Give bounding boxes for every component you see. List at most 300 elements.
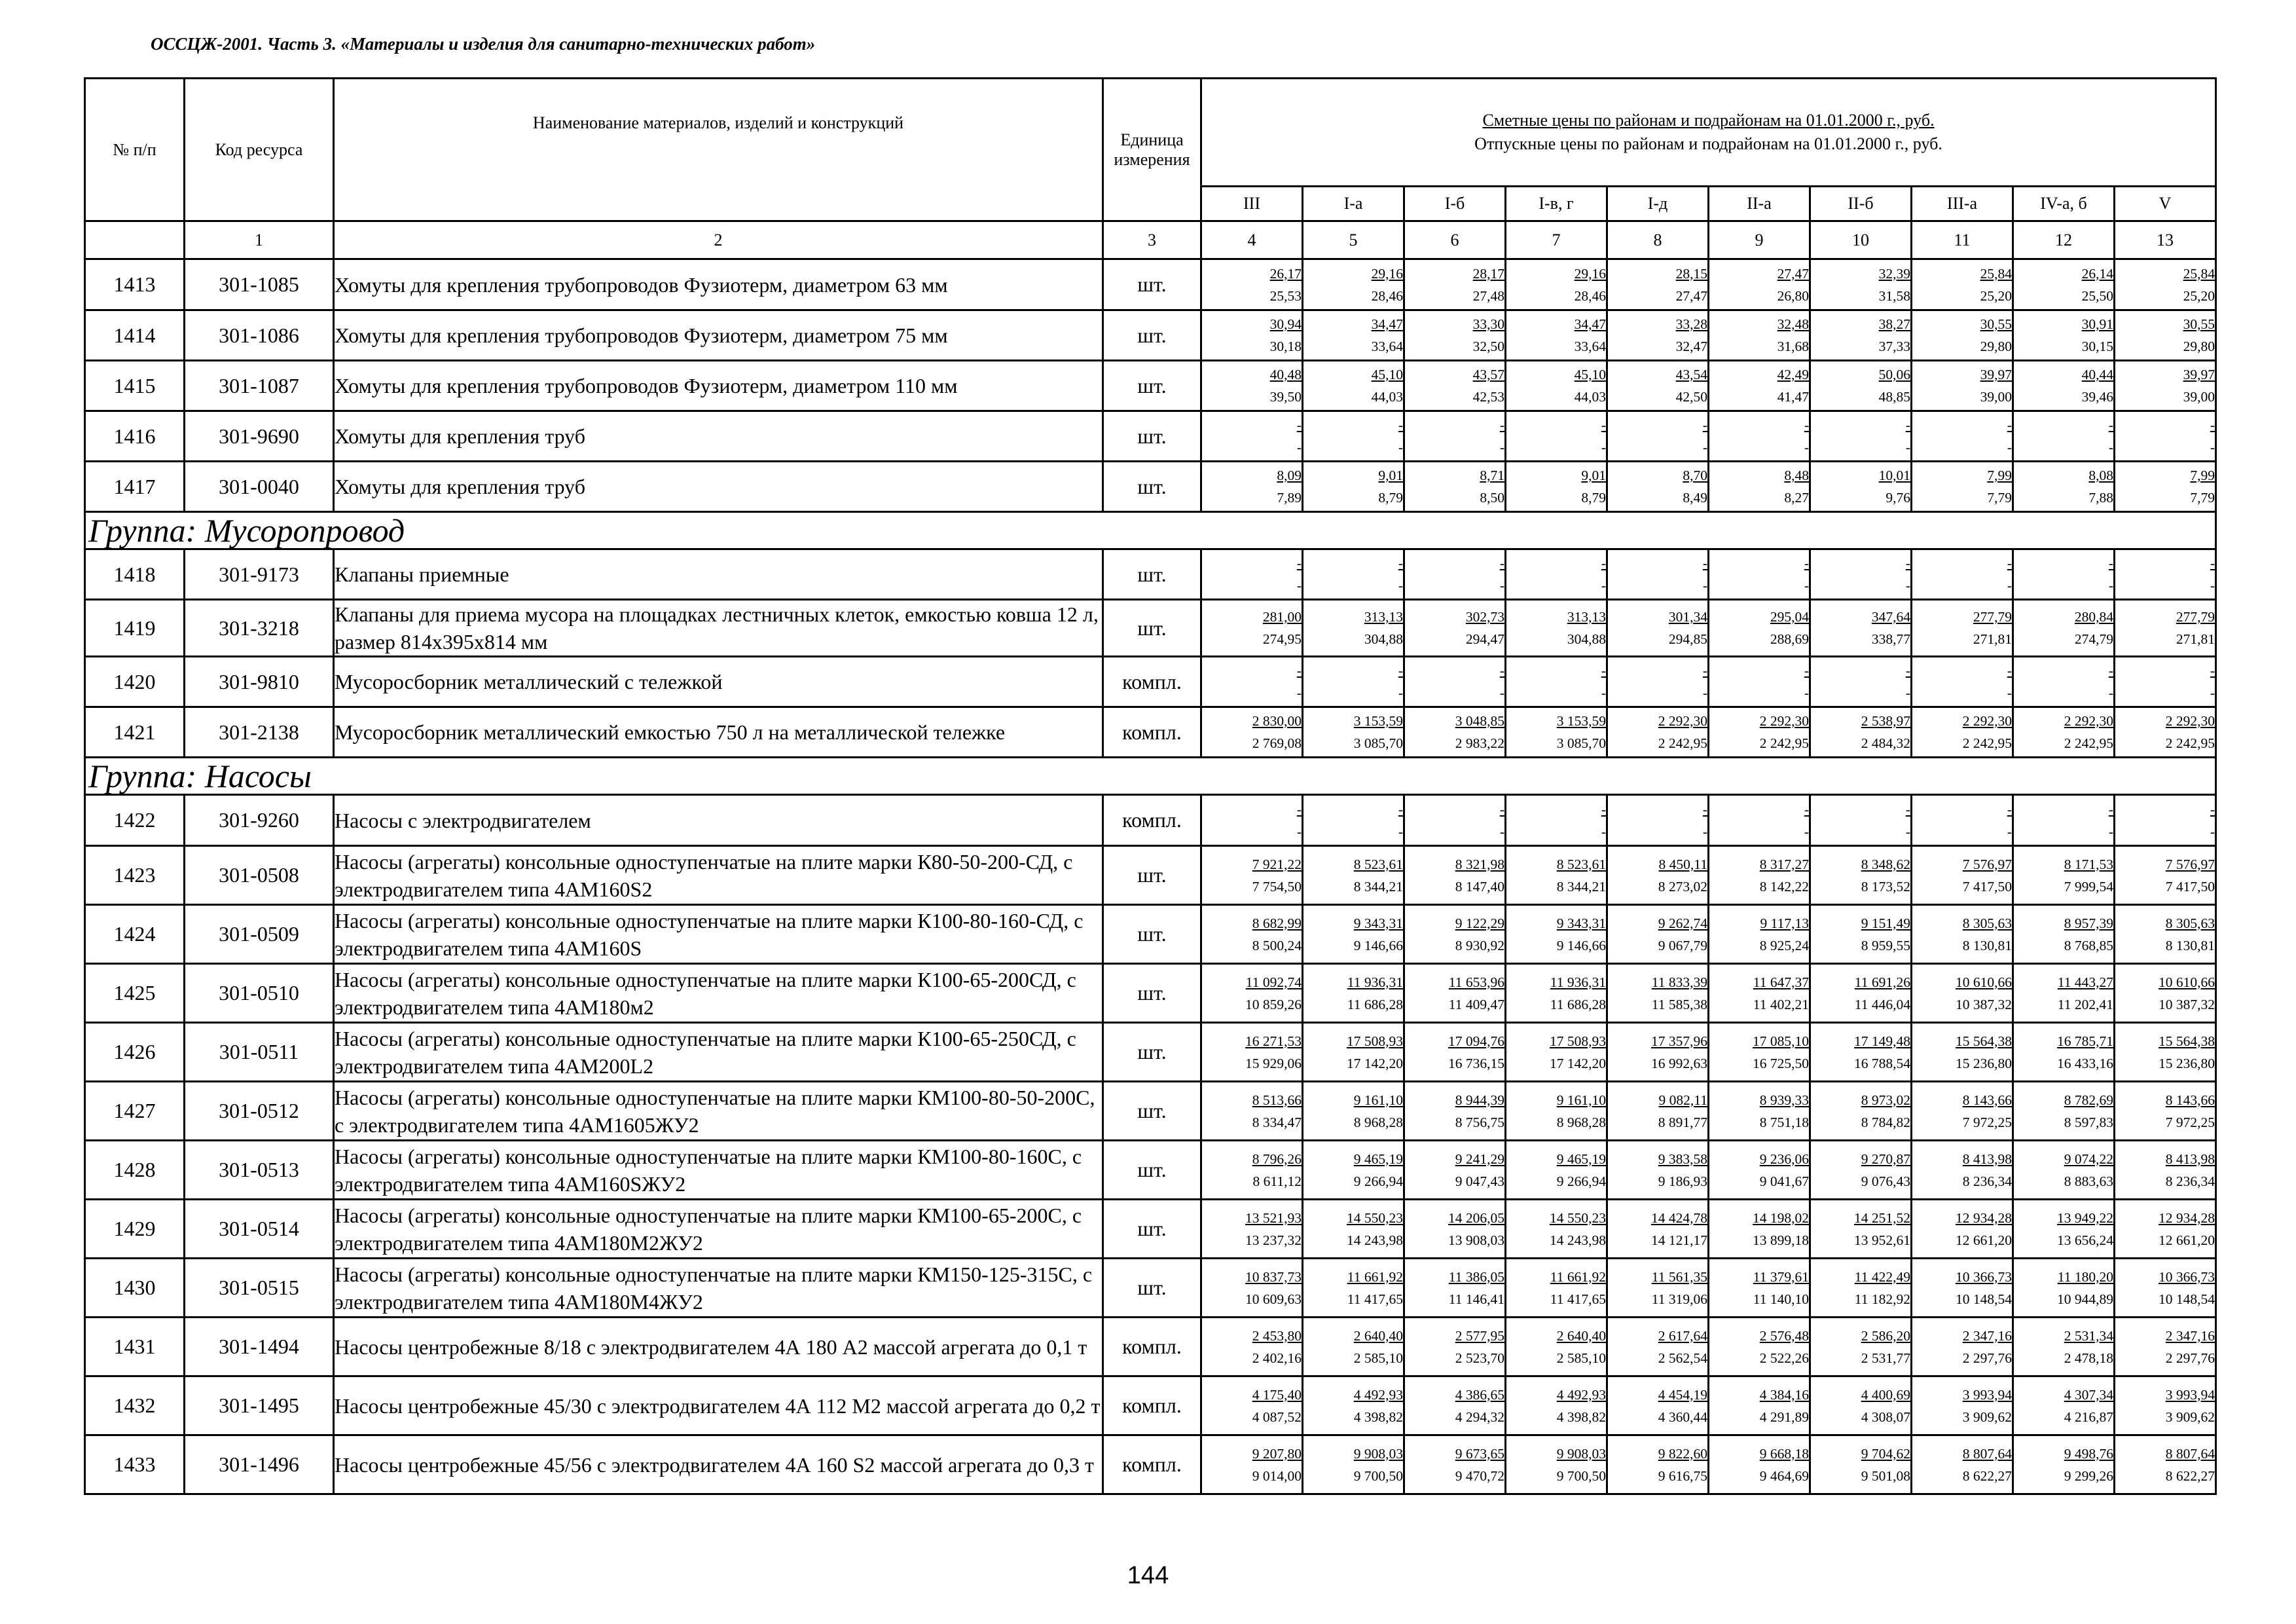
estimated-price: 280,84: [2074, 609, 2113, 625]
price-cell: [1303, 795, 1404, 846]
price-cell: [1303, 361, 1404, 411]
estimated-price: -: [1296, 801, 1302, 817]
release-price: 8 768,85: [2064, 937, 2113, 953]
estimated-price: 34,47: [1371, 316, 1403, 332]
release-price: 16 736,15: [1448, 1055, 1504, 1071]
column-number: 8: [1607, 221, 1709, 259]
header-no: № п/п: [85, 79, 185, 221]
estimated-price: 14 424,78: [1651, 1209, 1707, 1226]
estimated-price: 281,00: [1262, 609, 1302, 625]
resource-code: 301-9810: [185, 657, 334, 707]
release-price: 8 334,47: [1252, 1114, 1302, 1130]
price-cell: [1404, 1435, 1506, 1494]
region-header: I-в, г: [1506, 187, 1607, 221]
price-cell: [1709, 1318, 1810, 1376]
price-cell: [2115, 905, 2216, 964]
estimated-price: -: [1296, 555, 1302, 571]
row-number: 1415: [85, 361, 185, 411]
price-cell: [1810, 964, 1912, 1023]
table-row: [85, 1200, 2216, 1259]
release-price: -: [2007, 685, 2012, 701]
price-cell: [2013, 600, 2115, 657]
estimated-price: 4 384,16: [1759, 1386, 1809, 1403]
estimated-price: 313,13: [1364, 609, 1403, 625]
row-number: 1413: [85, 259, 185, 310]
release-price: 4 360,44: [1658, 1409, 1707, 1425]
price-cell: [1303, 905, 1404, 964]
estimated-price: 277,79: [1973, 609, 2012, 625]
release-price: 8 968,28: [1556, 1114, 1606, 1130]
region-header: I-а: [1303, 187, 1404, 221]
price-cell: [1709, 549, 1810, 600]
unit: шт.: [1103, 361, 1201, 411]
price-cell: [1810, 259, 1912, 310]
release-price: 8 622,27: [1962, 1467, 2012, 1484]
release-price: 13 237,32: [1245, 1232, 1302, 1248]
price-cell: [1607, 1082, 1709, 1141]
price-cell: [1607, 600, 1709, 657]
release-price: 8 925,24: [1759, 937, 1809, 953]
release-price: -: [1804, 685, 1809, 701]
estimated-price: 17 508,93: [1550, 1033, 1606, 1049]
price-cell: [1506, 1318, 1607, 1376]
release-price: 304,88: [1364, 631, 1403, 647]
estimated-price: 8 348,62: [1861, 856, 1910, 872]
release-price: 15 236,80: [2159, 1055, 2215, 1071]
estimated-price: -: [2210, 417, 2215, 433]
estimated-price: 11 647,37: [1753, 974, 1809, 990]
release-price: 2 242,95: [1962, 735, 2012, 751]
release-price: -: [1296, 823, 1302, 840]
release-price: 9 470,72: [1455, 1467, 1504, 1484]
estimated-price: 9 673,65: [1455, 1445, 1504, 1462]
column-number: 1: [185, 221, 334, 259]
release-price: -: [1702, 439, 1707, 455]
release-price: 30,18: [1269, 339, 1302, 354]
release-price: 12 661,20: [1956, 1232, 2012, 1248]
price-cell: [2013, 1023, 2115, 1082]
price-cell: [2115, 1435, 2216, 1494]
estimated-price: -: [1905, 417, 1910, 433]
estimated-price: 17 094,76: [1448, 1033, 1504, 1049]
price-cell: [1303, 1259, 1404, 1318]
estimated-price: 2 531,34: [2064, 1327, 2113, 1344]
estimated-price: 2 347,16: [1962, 1327, 2012, 1344]
release-price: 10 387,32: [1956, 996, 2012, 1012]
estimated-price: 8 973,02: [1861, 1092, 1910, 1108]
estimated-price: 30,94: [1269, 316, 1302, 332]
price-cell: [1810, 1141, 1912, 1200]
price-cell: [1404, 310, 1506, 361]
release-price: 8,50: [1480, 490, 1504, 506]
column-number: 13: [2115, 221, 2216, 259]
table-row: [85, 361, 2216, 411]
item-name: Насосы с электродвигателем: [334, 795, 1103, 846]
price-cell: [1607, 462, 1709, 512]
release-price: -: [1804, 823, 1809, 840]
release-price: 16 992,63: [1651, 1055, 1707, 1071]
release-price: 11 585,38: [1651, 996, 1707, 1012]
release-price: 2 585,10: [1353, 1350, 1403, 1366]
estimated-price: 16 271,53: [1245, 1033, 1302, 1049]
release-price: 26,80: [1777, 287, 1809, 304]
release-price: 9 047,43: [1455, 1173, 1504, 1189]
estimated-price: 9 465,19: [1556, 1151, 1606, 1167]
price-cell: [1303, 462, 1404, 512]
estimated-price: 313,13: [1567, 609, 1606, 625]
release-price: 2 769,08: [1252, 735, 1302, 751]
price-cell: [1303, 310, 1404, 361]
estimated-price: -: [2210, 801, 2215, 817]
release-price: 8 611,12: [1252, 1173, 1302, 1189]
release-price: 12 661,20: [2159, 1232, 2215, 1248]
estimated-price: 11 386,05: [1448, 1268, 1504, 1285]
estimated-price: 2 292,30: [1759, 713, 1809, 729]
table-row: [85, 600, 2216, 657]
price-cell: [1404, 1141, 1506, 1200]
release-price: -: [2108, 439, 2113, 455]
estimated-price: 8 682,99: [1252, 915, 1302, 931]
release-price: 17 142,20: [1550, 1055, 1606, 1071]
release-price: -: [2210, 439, 2215, 455]
table-row: [85, 549, 2216, 600]
release-price: 8 756,75: [1455, 1114, 1504, 1130]
release-price: -: [1702, 578, 1707, 593]
estimated-price: 8 807,64: [1962, 1445, 2012, 1462]
region-header: I-б: [1404, 187, 1506, 221]
price-cell: [1404, 846, 1506, 905]
row-number: 1420: [85, 657, 185, 707]
price-cell: [1201, 964, 1303, 1023]
price-cell: [2115, 707, 2216, 758]
price-cell: [1810, 1082, 1912, 1141]
price-cell: [1303, 549, 1404, 600]
price-cell: [1810, 905, 1912, 964]
unit: шт.: [1103, 1200, 1201, 1259]
estimated-price: 9 241,29: [1455, 1151, 1504, 1167]
estimated-price: 11 653,96: [1448, 974, 1504, 990]
price-cell: [1912, 310, 2013, 361]
estimated-price: -: [1398, 417, 1403, 433]
release-price: 11 446,04: [1854, 996, 1910, 1012]
release-price: 10 148,54: [1956, 1291, 2012, 1307]
release-price: 11 686,28: [1550, 996, 1606, 1012]
release-price: 44,03: [1574, 389, 1606, 405]
estimated-price: 15 564,38: [2159, 1033, 2215, 1049]
release-price: -: [2108, 578, 2113, 593]
estimated-price: 50,06: [1878, 367, 1910, 382]
price-cell: [1303, 964, 1404, 1023]
resource-code: 301-0510: [185, 964, 334, 1023]
release-price: 9,76: [1886, 490, 1910, 506]
estimated-price: 8 413,98: [1962, 1151, 2012, 1167]
price-cell: [1404, 964, 1506, 1023]
estimated-price: -: [1905, 663, 1910, 678]
release-price: 8 930,92: [1455, 937, 1504, 953]
price-cell: [1506, 1141, 1607, 1200]
price-cell: [1303, 259, 1404, 310]
release-price: 48,85: [1878, 389, 1910, 405]
item-name: Насосы центробежные 45/56 с электродвигателем 4А 160 S2 массой агрегата до 0,3 т: [334, 1435, 1103, 1494]
release-price: -: [1398, 823, 1403, 840]
price-cell: [1506, 795, 1607, 846]
estimated-price: 8 957,39: [2064, 915, 2113, 931]
estimated-price: 9 822,60: [1658, 1445, 1707, 1462]
estimated-price: -: [1905, 555, 1910, 571]
price-cell: [1607, 1318, 1709, 1376]
price-cell: [1506, 1200, 1607, 1259]
resource-code: 301-1495: [185, 1376, 334, 1435]
estimated-price: 2 292,30: [2165, 713, 2215, 729]
price-cell: [1912, 1200, 2013, 1259]
release-price: 8 344,21: [1556, 878, 1606, 895]
row-number: 1422: [85, 795, 185, 846]
release-price: 8 236,34: [2165, 1173, 2215, 1189]
resource-code: 301-9173: [185, 549, 334, 600]
price-cell: [2115, 1259, 2216, 1318]
table-row: [85, 1259, 2216, 1318]
estimated-price: 7,99: [1987, 468, 2012, 483]
price-cell: [1709, 462, 1810, 512]
price-cell: [1709, 905, 1810, 964]
row-number: 1426: [85, 1023, 185, 1082]
price-cell: [1607, 707, 1709, 758]
estimated-price: 347,64: [1871, 609, 1910, 625]
estimated-price: 3 993,94: [1962, 1386, 2012, 1403]
price-cell: [2115, 549, 2216, 600]
release-price: 9 266,94: [1556, 1173, 1606, 1189]
column-number: 3: [1103, 221, 1201, 259]
estimated-price: 11 443,27: [2057, 974, 2113, 990]
estimated-price: -: [2210, 663, 2215, 678]
price-cell: [1506, 411, 1607, 462]
price-cell: [1404, 361, 1506, 411]
release-price: -: [2108, 685, 2113, 701]
price-cell: [1607, 1435, 1709, 1494]
estimated-price: 10 837,73: [1245, 1268, 1302, 1285]
estimated-price: 17 508,93: [1347, 1033, 1403, 1049]
price-cell: [1709, 707, 1810, 758]
price-cell: [1303, 1318, 1404, 1376]
release-price: 28,46: [1574, 287, 1606, 304]
release-price: -: [2007, 578, 2012, 593]
price-cell: [2115, 846, 2216, 905]
estimated-price: 8 450,11: [1658, 856, 1707, 872]
unit: компл.: [1103, 1376, 1201, 1435]
release-price: 8,79: [1378, 490, 1403, 506]
price-cell: [1912, 795, 2013, 846]
price-cell: [1506, 964, 1607, 1023]
release-price: 8 236,34: [1962, 1173, 2012, 1189]
release-price: 288,69: [1770, 631, 1809, 647]
table-row: [85, 1141, 2216, 1200]
price-cell: [1709, 795, 1810, 846]
table-row: [85, 657, 2216, 707]
row-number: 1416: [85, 411, 185, 462]
price-cell: [1607, 310, 1709, 361]
resource-code: 301-0509: [185, 905, 334, 964]
table-row: [85, 1082, 2216, 1141]
price-cell: [1201, 1082, 1303, 1141]
estimated-price: -: [1601, 555, 1606, 571]
price-cell: [1912, 1435, 2013, 1494]
column-number: 10: [1810, 221, 1912, 259]
estimated-price: -: [1499, 555, 1504, 571]
price-cell: [1404, 1200, 1506, 1259]
unit: шт.: [1103, 1023, 1201, 1082]
price-cell: [2013, 1200, 2115, 1259]
estimated-price: 11 691,26: [1854, 974, 1910, 990]
table-row: [85, 905, 2216, 964]
resource-code: 301-1086: [185, 310, 334, 361]
release-price: 2 402,16: [1252, 1350, 1302, 1366]
price-cell: [1506, 1082, 1607, 1141]
estimated-price: 14 550,23: [1550, 1209, 1606, 1226]
item-name: Мусоросборник металлический с тележкой: [334, 657, 1103, 707]
row-number: 1428: [85, 1141, 185, 1200]
release-price: 14 243,98: [1347, 1232, 1403, 1248]
release-price: -: [1296, 439, 1302, 455]
price-cell: [1201, 707, 1303, 758]
estimated-price: 26,14: [2081, 265, 2113, 282]
release-price: 42,53: [1472, 389, 1504, 405]
price-cell: [1404, 549, 1506, 600]
release-price: 9 186,93: [1658, 1173, 1707, 1189]
resource-code: 301-1087: [185, 361, 334, 411]
item-name: Хомуты для крепления труб: [334, 411, 1103, 462]
estimated-price: 4 386,65: [1455, 1386, 1504, 1403]
release-price: 25,50: [2081, 287, 2113, 304]
release-price: -: [1905, 439, 1910, 455]
row-number: 1414: [85, 310, 185, 361]
table-row: [85, 462, 2216, 512]
price-cell: [1506, 1435, 1607, 1494]
price-cell: [1506, 1023, 1607, 1082]
release-price: 9 700,50: [1353, 1467, 1403, 1484]
estimated-price: -: [2007, 417, 2012, 433]
estimated-price: -: [1905, 801, 1910, 817]
item-name: Насосы (агрегаты) консольные одноступенчатые на плите марки КМ100-80-50-200С, с электродвигателем типа 4АМ1605ЖУ2: [334, 1082, 1103, 1141]
release-price: 8,27: [1784, 490, 1809, 506]
release-price: 8 597,83: [2064, 1114, 2113, 1130]
release-price: 9 041,67: [1759, 1173, 1809, 1189]
release-price: 11 409,47: [1448, 996, 1504, 1012]
estimated-price: -: [2007, 555, 2012, 571]
column-number: 6: [1404, 221, 1506, 259]
release-price: 27,48: [1472, 287, 1504, 304]
resource-code: 301-9260: [185, 795, 334, 846]
price-cell: [1201, 1435, 1303, 1494]
estimated-price: 3 048,85: [1455, 713, 1504, 729]
release-price: 274,95: [1262, 631, 1302, 647]
unit: компл.: [1103, 657, 1201, 707]
group-heading: Группа: Мусоропровод: [85, 512, 2216, 549]
unit: компл.: [1103, 1318, 1201, 1376]
estimated-price: 7 576,97: [1962, 856, 2012, 872]
region-header: IV-а, б: [2013, 187, 2115, 221]
row-number: 1433: [85, 1435, 185, 1494]
release-price: 10 609,63: [1245, 1291, 1302, 1307]
unit: шт.: [1103, 310, 1201, 361]
price-cell: [1303, 657, 1404, 707]
estimated-price: -: [2007, 663, 2012, 678]
column-number: 12: [2013, 221, 2115, 259]
price-cell: [2115, 1318, 2216, 1376]
price-cell: [1912, 549, 2013, 600]
price-cell: [2115, 1376, 2216, 1435]
price-cell: [1607, 1200, 1709, 1259]
estimated-price: 9 908,03: [1556, 1445, 1606, 1462]
release-price: 10 944,89: [2057, 1291, 2113, 1307]
price-cell: [2013, 310, 2115, 361]
estimated-price: 32,48: [1777, 316, 1809, 332]
price-cell: [1201, 1376, 1303, 1435]
release-price: 7 417,50: [1962, 878, 2012, 895]
release-price: 30,15: [2081, 339, 2113, 354]
release-price: 338,77: [1871, 631, 1910, 647]
release-price: 10 387,32: [2159, 996, 2215, 1012]
release-price: -: [1499, 578, 1504, 593]
estimated-price: 2 830,00: [1252, 713, 1302, 729]
price-cell: [1201, 411, 1303, 462]
price-cell: [1201, 1141, 1303, 1200]
estimated-price: 8 143,66: [1962, 1092, 2012, 1108]
estimated-price: 2 640,40: [1353, 1327, 1403, 1344]
release-price: 3 085,70: [1353, 735, 1403, 751]
estimated-price: -: [1804, 555, 1809, 571]
release-price: 42,50: [1675, 389, 1707, 405]
region-header: II-б: [1810, 187, 1912, 221]
release-price: 7,79: [2190, 490, 2215, 506]
estimated-price: 39,97: [2183, 367, 2215, 382]
release-price: 2 242,95: [1759, 735, 1809, 751]
estimated-price: 9 122,29: [1455, 915, 1504, 931]
release-price: 13 908,03: [1448, 1232, 1504, 1248]
release-price: -: [1702, 823, 1707, 840]
release-price: 13 656,24: [2057, 1232, 2113, 1248]
price-cell: [1404, 462, 1506, 512]
price-cell: [1303, 1376, 1404, 1435]
estimated-price: 9 343,31: [1556, 915, 1606, 931]
estimated-price: 4 492,93: [1556, 1386, 1606, 1403]
estimated-price: 34,47: [1574, 316, 1606, 332]
release-price: 39,50: [1269, 389, 1302, 405]
estimated-price: 9 908,03: [1353, 1445, 1403, 1462]
table-row: [85, 1435, 2216, 1494]
estimated-price: 8 143,66: [2165, 1092, 2215, 1108]
estimated-price: 29,16: [1371, 265, 1403, 282]
unit: шт.: [1103, 1141, 1201, 1200]
estimated-price: 9 343,31: [1353, 915, 1403, 931]
estimated-price: 17 357,96: [1651, 1033, 1707, 1049]
release-price: -: [1398, 578, 1403, 593]
row-number: 1431: [85, 1318, 185, 1376]
item-name: Насосы (агрегаты) консольные одноступенчатые на плите марки КМ100-65-200С, с электродвигателем типа 4АМ180М2ЖУ2: [334, 1200, 1103, 1259]
estimated-price: -: [1702, 555, 1707, 571]
price-cell: [2115, 310, 2216, 361]
price-cell: [1912, 964, 2013, 1023]
release-price: 11 202,41: [2057, 996, 2113, 1012]
estimated-price: 9 668,18: [1759, 1445, 1809, 1462]
release-price: 31,68: [1777, 339, 1809, 354]
estimated-price: 8 321,98: [1455, 856, 1504, 872]
estimated-price: 33,28: [1675, 316, 1707, 332]
release-price: 16 788,54: [1854, 1055, 1910, 1071]
release-price: 7,89: [1277, 490, 1302, 506]
estimated-price: 4 400,69: [1861, 1386, 1910, 1403]
resource-code: 301-1494: [185, 1318, 334, 1376]
item-name: Хомуты для крепления трубопроводов Фузиотерм, диаметром 75 мм: [334, 310, 1103, 361]
